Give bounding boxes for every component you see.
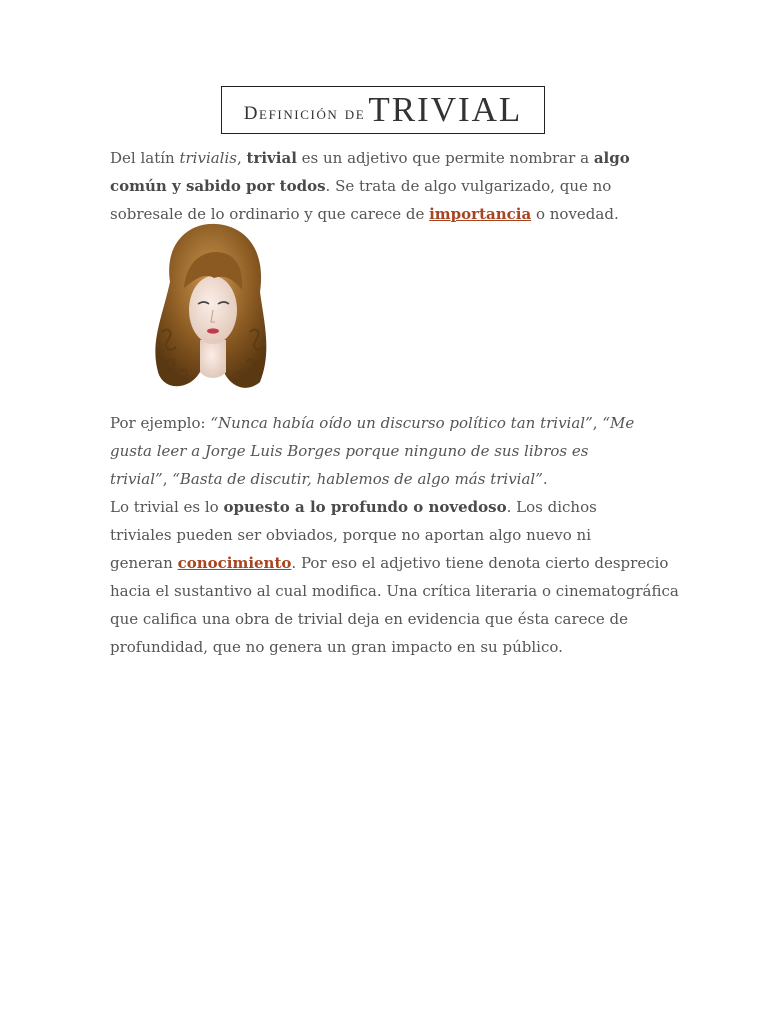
- paragraph-line: [110, 437, 670, 465]
- page-title: [221, 86, 545, 134]
- text-run: . Los dichos: [506, 498, 597, 516]
- paragraph-line: profundidad, que no genera un gran impacto en su público.: [110, 638, 563, 656]
- example-quote: “Me: [602, 414, 635, 432]
- latin-term: trivialis: [179, 149, 237, 167]
- emphasis-bold: común y sabido por todos: [110, 177, 326, 195]
- text-run: es un adjetivo que permite nombrar a: [296, 149, 594, 167]
- paragraph-line: [110, 409, 670, 437]
- text-run: Por ejemplo:: [110, 414, 211, 432]
- title-word: TRIVIAL: [368, 90, 523, 129]
- emphasis-bold: algo: [593, 149, 630, 167]
- text-run: ,: [592, 414, 603, 432]
- link-importancia[interactable]: importancia: [429, 205, 532, 223]
- text-run: . Por eso el adjetivo tiene denota cierto desprecio: [291, 554, 669, 572]
- text-run: o novedad.: [531, 205, 619, 223]
- text-run: Lo trivial es lo: [110, 498, 224, 516]
- paragraph-line: [110, 144, 670, 172]
- paragraph-line: hacia el sustantivo al cual modifica. Una crítica literaria o cinematográfica: [110, 582, 679, 600]
- example-quote: “Nunca había oído un discurso político tan trivial”: [210, 414, 593, 432]
- text-run: sobresale de lo ordinario y que carece de: [110, 205, 430, 223]
- term-bold: trivial: [246, 149, 297, 167]
- emphasis-bold: opuesto a lo profundo o novedoso: [223, 498, 507, 516]
- text-run: . Se trata de algo vulgarizado, que no: [325, 177, 612, 195]
- text-run: generan: [110, 554, 178, 572]
- title-prefix: Definición de: [243, 103, 366, 124]
- paragraph-line: que califica una obra de trivial deja en evidencia que ésta carece de: [110, 610, 629, 628]
- text-run: ,: [162, 470, 173, 488]
- example-quote: gusta leer a Jorge Luis Borges porque ninguno de sus libros es: [110, 442, 589, 460]
- paragraph-line: triviales pueden ser obviados, porque no aportan algo nuevo ni: [110, 526, 592, 544]
- paragraph-definition: [110, 144, 670, 228]
- paragraph-line: [110, 172, 670, 200]
- text-run: ,: [236, 149, 247, 167]
- text-run: .: [542, 470, 548, 488]
- paragraph-line: [110, 493, 670, 521]
- example-quote: trivial”: [110, 470, 163, 488]
- example-quote: “Basta de discutir, hablemos de algo más trivial”: [172, 470, 543, 488]
- mannequin-wig-image: [150, 222, 274, 396]
- paragraph-examples: [110, 409, 679, 661]
- text-run: Del latín: [110, 149, 180, 167]
- paragraph-line: [110, 465, 670, 493]
- link-conocimiento[interactable]: conocimiento: [177, 554, 292, 572]
- paragraph-line: [110, 549, 670, 577]
